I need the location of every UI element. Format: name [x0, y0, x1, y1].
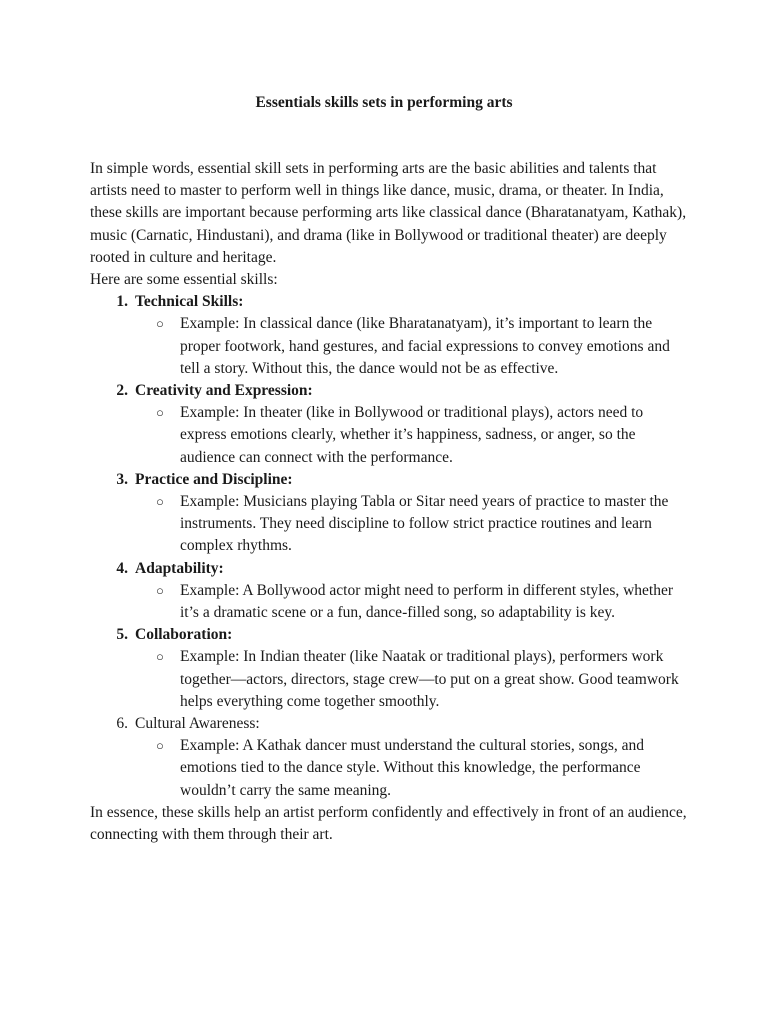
- item-example: Example: A Bollywood actor might need to perform in different styles, whether it’s a dramatic scene or a fun, dance-filled song, so adaptability is key.: [180, 581, 674, 622]
- list-item: [90, 291, 690, 380]
- conclusion-paragraph: In essence, these skills help an artist perform confidently and effectively in front of an audience, connecting with them through their art.: [90, 803, 687, 844]
- list-item: [90, 469, 690, 558]
- sub-list: [135, 646, 690, 713]
- item-heading: Practice and Discipline:: [135, 470, 293, 488]
- list-item: [90, 380, 690, 469]
- list-item: [90, 713, 690, 802]
- item-example: Example: In Indian theater (like Naatak or traditional plays), performers work together—actors, directors, stage crew—to put on a great show. Good teamwork helps everything come together smoothly.: [180, 648, 679, 710]
- item-number: 6.: [116, 715, 128, 733]
- document-title: Essentials skills sets in performing arts: [255, 94, 513, 111]
- hollow-bullet-icon: ○: [156, 405, 164, 421]
- item-heading: Technical Skills:: [135, 293, 244, 311]
- hollow-bullet-icon: ○: [156, 316, 164, 332]
- item-example: Example: A Kathak dancer must understand the cultural stories, songs, and emotions tied to the dance style. Without this knowledge, the performance wouldn’t carry the same meaning.: [180, 737, 645, 799]
- hollow-bullet-icon: ○: [156, 582, 164, 598]
- item-example: Example: In classical dance (like Bharatanatyam), it’s important to learn the proper footwork, hand gestures, and facial expressions to convey emotions and tell a story. Without this, the dance would not be as effective.: [180, 315, 670, 377]
- sub-list-item: [156, 491, 690, 558]
- intro-paragraph: In simple words, essential skill sets in performing arts are the basic abilities and talents that artists need to master to perform well in things like dance, music, drama, or theater. In India, these skills are important because performing arts like classical dance (Bharatanatyam, Kathak), music (Carnatic, Hindustani), and drama (like in Bollywood or traditional theater) are deeply rooted in culture and heritage.: [90, 160, 687, 266]
- item-number: 3.: [116, 470, 128, 488]
- sub-list-item: [156, 646, 690, 713]
- item-number: 5.: [116, 626, 128, 644]
- document-body: [90, 158, 690, 846]
- sub-list-item: [156, 735, 690, 802]
- item-heading: Collaboration:: [135, 626, 233, 644]
- hollow-bullet-icon: ○: [156, 738, 164, 754]
- sub-list: [135, 491, 690, 558]
- hollow-bullet-icon: ○: [156, 494, 164, 510]
- list-item: [90, 558, 690, 625]
- item-number: 2.: [116, 382, 128, 400]
- list-item: [90, 624, 690, 713]
- sub-list-item: [156, 580, 690, 624]
- lead-in-paragraph: Here are some essential skills:: [90, 271, 278, 289]
- item-heading: Cultural Awareness:: [135, 715, 260, 733]
- item-number: 1.: [116, 293, 128, 311]
- hollow-bullet-icon: ○: [156, 649, 164, 665]
- sub-list-item: [156, 313, 690, 380]
- sub-list: [135, 313, 690, 380]
- item-example: Example: In theater (like in Bollywood or traditional plays), actors need to express emotions clearly, whether it’s happiness, sadness, or anger, so the audience can connect with the performance.: [180, 404, 644, 466]
- item-example: Example: Musicians playing Tabla or Sitar need years of practice to master the instruments. They need discipline to follow strict practice routines and learn complex rhythms.: [180, 493, 669, 555]
- item-heading: Creativity and Expression:: [135, 382, 313, 400]
- sub-list-item: [156, 402, 690, 469]
- skills-list: [90, 291, 690, 802]
- item-number: 4.: [116, 559, 128, 577]
- sub-list: [135, 402, 690, 469]
- sub-list: [135, 735, 690, 802]
- sub-list: [135, 580, 690, 624]
- item-heading: Adaptability:: [135, 559, 224, 577]
